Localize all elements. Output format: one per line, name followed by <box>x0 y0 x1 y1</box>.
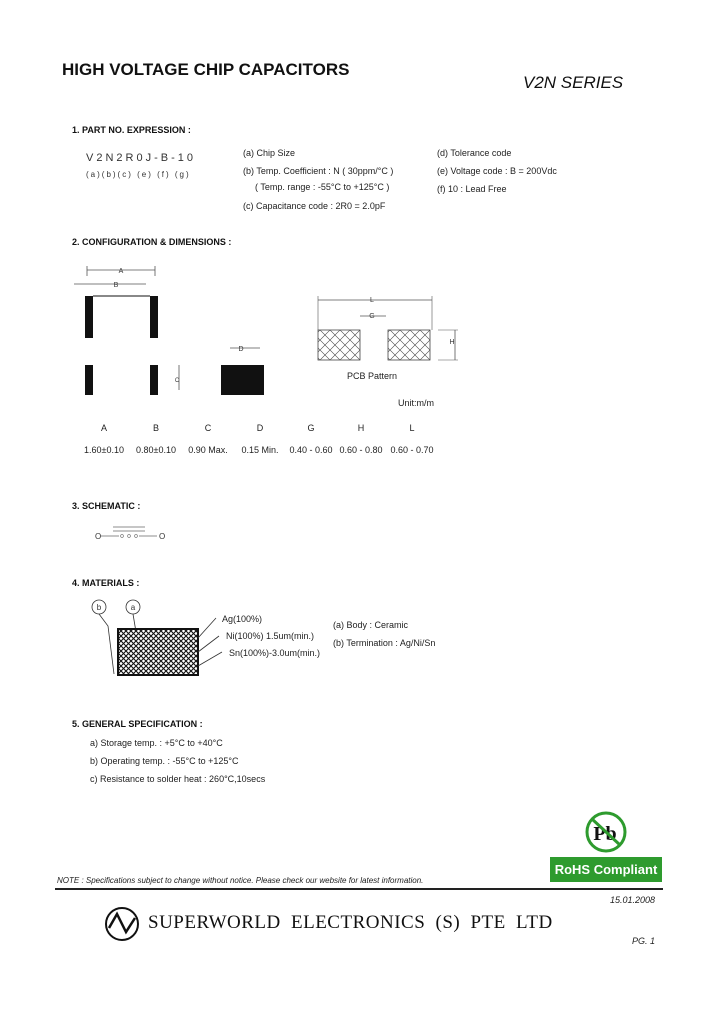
page-number: PG. 1 <box>632 936 656 946</box>
chip-side-body <box>221 365 264 395</box>
company-logo-icon <box>104 906 140 942</box>
dim-c-label: C <box>174 378 180 384</box>
callout-b-label: b <box>96 603 102 612</box>
table-header-cell: D <box>256 423 264 433</box>
section-materials-heading: 4. MATERIALS : <box>72 578 140 588</box>
material-termination: (b) Termination : Ag/Ni/Sn <box>333 638 436 648</box>
part-no-item-b-range: ( Temp. range : -55°C to +125°C ) <box>255 182 390 192</box>
pcb-pad-right <box>388 330 430 360</box>
layer-ni: Ni(100%) 1.5um(min.) <box>226 631 315 641</box>
section-schematic-heading: 3. SCHEMATIC : <box>72 501 141 511</box>
layer-sn: Sn(100%)-3.0um(min.) <box>229 648 321 658</box>
table-cell: 0.80±0.10 <box>136 445 176 455</box>
footer-divider <box>55 888 663 890</box>
company-name: SUPERWORLD ELECTRONICS (S) PTE LTD <box>148 912 553 933</box>
table-cell: 0.60 - 0.70 <box>390 445 434 455</box>
table-cell: 0.40 - 0.60 <box>289 445 333 455</box>
pb-free-icon <box>584 810 628 854</box>
footer-note: NOTE : Specifications subject to change without notice. Please check our website for latest information. <box>57 876 424 885</box>
page-title: HIGH VOLTAGE CHIP CAPACITORS <box>62 60 350 79</box>
chip-bottom-left-terminal <box>85 365 93 395</box>
pb-text: Pb <box>593 823 617 845</box>
dimension-table-header <box>78 420 438 436</box>
table-header-cell: C <box>204 423 212 433</box>
chip-bottom-right-terminal <box>150 365 158 395</box>
spec-operating-temp: b) Operating temp. : -55°C to +125°C <box>90 756 239 766</box>
capacitor-body <box>118 629 198 675</box>
callout-a-label: a <box>130 603 136 612</box>
layer-ag: Ag(100%) <box>222 614 263 624</box>
section-part-no-heading: 1. PART NO. EXPRESSION : <box>72 125 191 135</box>
section-config-heading: 2. CONFIGURATION & DIMENSIONS : <box>72 237 232 247</box>
dimension-drawing <box>60 260 460 400</box>
spec-storage-temp: a) Storage temp. : +5°C to +40°C <box>90 738 223 748</box>
chip-top-right-terminal <box>150 296 158 338</box>
schematic-symbol <box>100 524 160 542</box>
materials-drawing <box>86 596 236 686</box>
dim-l-label: L <box>370 297 374 304</box>
schematic-left-terminal: O <box>95 532 102 541</box>
part-no-code: V2N2R0J-B-10 <box>86 152 196 164</box>
footer-date: 15.01.2008 <box>610 895 656 905</box>
table-cell: 0.60 - 0.80 <box>339 445 383 455</box>
part-no-item-f: (f) 10 : Lead Free <box>437 184 507 194</box>
table-cell: 1.60±0.10 <box>84 445 124 455</box>
table-header-cell: B <box>152 423 159 433</box>
rohs-compliant-badge: RoHS Compliant <box>550 857 662 882</box>
chip-top-left-terminal <box>85 296 93 338</box>
table-cell: 0.15 Min. <box>241 445 279 455</box>
dim-g-label: G <box>369 313 375 320</box>
pcb-pattern-label: PCB Pattern <box>347 371 398 381</box>
table-header-cell: H <box>357 423 365 433</box>
part-no-letters: (a)(b)(c) (e) (f) (g) <box>86 170 191 179</box>
dim-b-label: B <box>113 282 119 289</box>
table-header-cell: L <box>409 423 415 433</box>
table-header-cell: A <box>100 423 107 433</box>
dim-h-label: H <box>449 339 455 346</box>
section-general-heading: 5. GENERAL SPECIFICATION : <box>72 719 203 729</box>
series-title: V2N SERIES <box>523 73 624 92</box>
pcb-pad-left <box>318 330 360 360</box>
part-no-item-e: (e) Voltage code : B = 200Vdc <box>437 166 557 176</box>
part-no-item-b: (b) Temp. Coefficient : N ( 30ppm/°C ) <box>243 166 394 176</box>
material-body: (a) Body : Ceramic <box>333 620 409 630</box>
dim-d-label: D <box>238 346 244 353</box>
dimension-table-row <box>78 436 438 464</box>
part-no-item-d: (d) Tolerance code <box>437 148 512 158</box>
table-cell: 0.90 Max. <box>188 445 228 455</box>
dimension-table <box>78 420 438 464</box>
part-no-item-c: (c) Capacitance code : 2R0 = 2.0pF <box>243 201 386 211</box>
table-header-cell: G <box>307 423 315 433</box>
unit-label: Unit:m/m <box>398 398 434 408</box>
part-no-item-a: (a) Chip Size <box>243 148 296 158</box>
dim-a-label: A <box>118 268 124 275</box>
schematic-right-terminal: O <box>159 532 166 541</box>
spec-solder-heat: c) Resistance to solder heat : 260°C,10secs <box>90 774 266 784</box>
